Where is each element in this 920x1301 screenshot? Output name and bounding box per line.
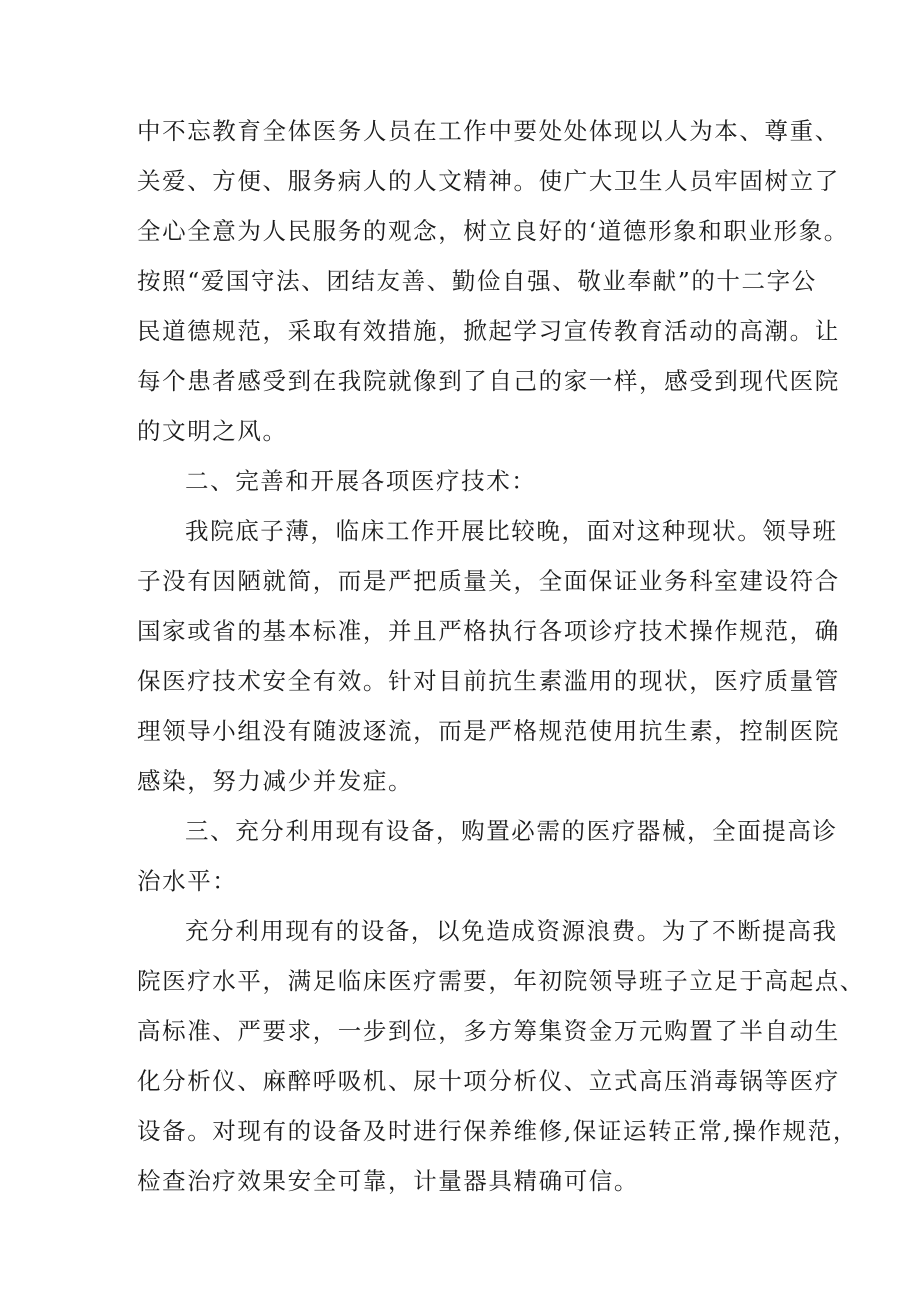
text-line: 充分利用现有的设备，以免造成资源浪费。为了不断提高我	[185, 917, 838, 945]
text-line: 化分析仪、麻醉呼吸机、尿十项分析仪、立式高压消毒锅等医疗	[137, 1067, 840, 1095]
text-line: 每个患者感受到在我院就像到了自己的家一样，感受到现代医院	[137, 367, 840, 395]
text-line: 国家或省的基本标准，并且严格执行各项诊疗技术操作规范，确	[137, 617, 840, 645]
text-line: 检查治疗效果安全可靠，计量器具精确可信。	[137, 1167, 639, 1195]
text-line: 我院底子薄，临床工作开展比较晚，面对这种现状。领导班	[185, 517, 838, 545]
text-line: 感染，努力减少并发症。	[137, 767, 414, 795]
text-line: 中不忘教育全体医务人员在工作中要处处体现以人为本、尊重、	[137, 117, 840, 145]
text-line: 保医疗技术安全有效。针对目前抗生素滥用的现状，医疗质量管	[137, 667, 840, 695]
text-line: 全心全意为人民服务的观念，树立良好的‘道德形象和职业形象。	[137, 217, 849, 245]
text-line: 子没有因陋就简，而是严把质量关，全面保证业务科室建设符合	[137, 567, 840, 595]
text-line: 院医疗水平，满足临床医疗需要，年初院领导班子立足于高起点、	[137, 967, 865, 995]
text-line: 民道德规范，采取有效措施，掀起学习宣传教育活动的高潮。让	[137, 317, 840, 345]
text-line: 按照“爱国守法、团结友善、勤俭自强、敬业奉献”的十二字公	[137, 267, 817, 295]
text-line: 理领导小组没有随波逐流，而是严格规范使用抗生素，控制医院	[137, 717, 840, 745]
text-line: 关爱、方便、服务病人的人文精神。使广大卫生人员牢固树立了	[137, 167, 840, 195]
section-heading: 二、完善和开展各项医疗技术：	[185, 467, 537, 495]
text-line: 的文明之风。	[137, 417, 288, 445]
section-heading: 三、充分利用现有设备，购置必需的医疗器械，全面提高诊	[185, 817, 838, 845]
text-line: 治水平：	[137, 867, 238, 895]
text-line: 高标准、严要求，一步到位，多方筹集资金万元购置了半自动生	[137, 1017, 840, 1045]
text-line: 设备。对现有的设备及时进行保养维修,保证运转正常,操作规范，	[137, 1117, 858, 1145]
